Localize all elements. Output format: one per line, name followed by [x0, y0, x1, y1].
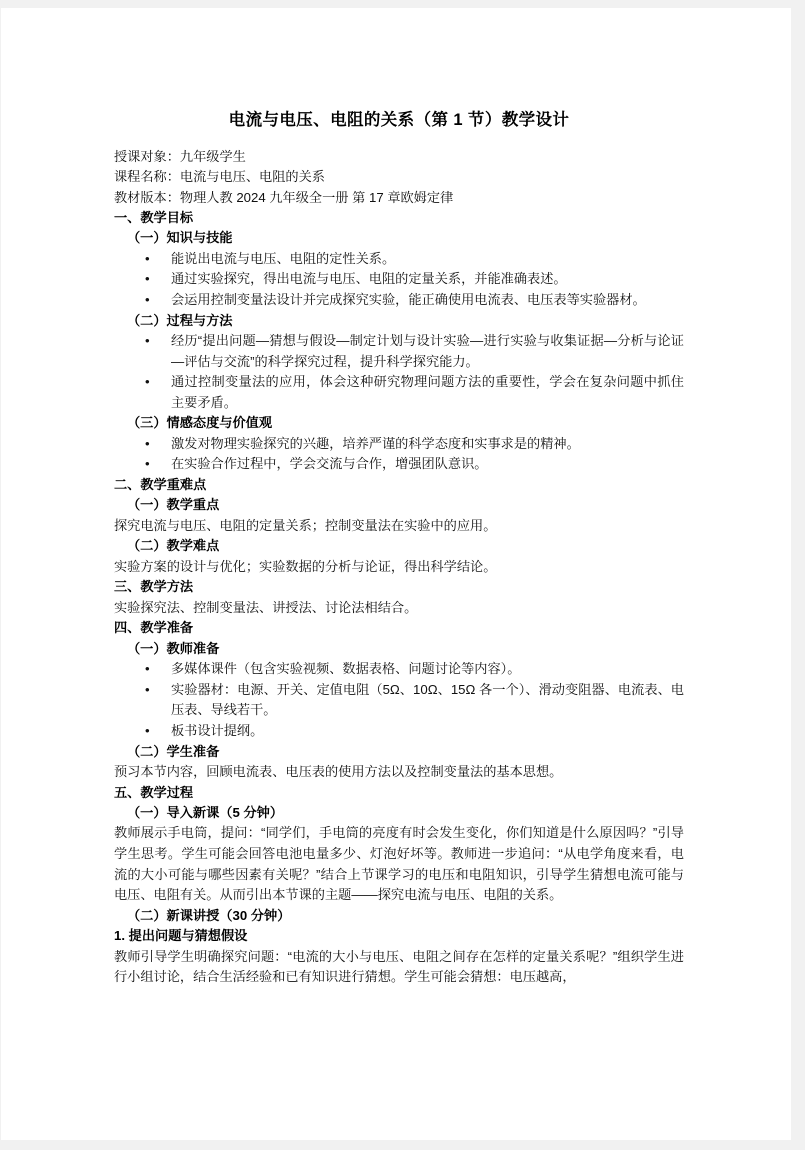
list-item-text: 通过实验探究，得出电流与电压、电阻的定量关系，并能准确表述。: [171, 271, 567, 287]
heading-knowledge-skills: （一）知识与技能: [127, 230, 233, 246]
list-item-text: 通过控制变量法的应用，体会这种研究物理问题方法的重要性，学会在复杂问题中抓住主要矛盾。: [171, 374, 684, 410]
list-item: [114, 659, 684, 680]
list-item: [114, 331, 684, 372]
meta-course-name: 课程名称：电流与电压、电阻的关系: [114, 169, 325, 185]
page-title: 电流与电压、电阻的关系（第 1 节）教学设计: [228, 111, 570, 129]
list-item: [114, 454, 684, 475]
list-item-text: 经历“提出问题—猜想与假设—制定计划与设计实验—进行实验与收集证据—分析与论证—评估与交流”的科学探究过程，提升科学探究能力。: [171, 332, 684, 369]
text-difficult-points: 实验方案的设计与优化；实验数据的分析与论证，得出科学结论。: [114, 558, 497, 574]
heading-key-points: （一）教学重点: [127, 497, 220, 513]
heading-process-methods: （二）过程与方法: [127, 312, 233, 328]
bullet-icon: •: [145, 435, 150, 451]
text-teaching-methods: 实验探究法、控制变量法、讲授法、讨论法相结合。: [114, 599, 418, 615]
list-knowledge-skills: [114, 249, 684, 311]
list-item-text: 会运用控制变量法设计并完成探究实验，能正确使用电流表、电压表等实验器材。: [171, 291, 646, 307]
meta-audience: 授课对象：九年级学生: [114, 148, 246, 164]
heading-lesson-introduction: （一）导入新课（5 分钟）: [127, 804, 284, 820]
meta-textbook-version: 教材版本：物理人教 2024 九年级全一册 第 17 章欧姆定律: [114, 189, 454, 205]
heading-focus-difficulties: 二、教学重难点: [114, 476, 207, 492]
bullet-icon: •: [145, 456, 150, 472]
list-process-methods: [114, 331, 684, 413]
text-student-preparation: 预习本节内容，回顾电流表、电压表的使用方法以及控制变量法的基本思想。: [114, 763, 563, 779]
list-item: [114, 721, 684, 742]
bullet-icon: •: [145, 250, 150, 266]
heading-teaching-objectives: 一、教学目标: [114, 209, 194, 225]
heading-teaching-preparation: 四、教学准备: [114, 620, 194, 636]
bullet-icon: •: [145, 661, 150, 677]
list-attitude-values: [114, 434, 684, 475]
list-item: [114, 434, 684, 455]
bullet-icon: •: [145, 291, 150, 307]
bullet-icon: •: [145, 332, 150, 348]
list-item-text: 能说出电流与电压、电阻的定性关系。: [171, 250, 396, 266]
heading-teaching-methods: 三、教学方法: [114, 579, 194, 595]
heading-attitude-values: （三）情感态度与价值观: [127, 415, 273, 431]
list-item: [114, 269, 684, 290]
heading-teacher-preparation: （一）教师准备: [127, 640, 220, 656]
document-page: [1, 8, 791, 1140]
list-item: [114, 372, 684, 413]
bullet-icon: •: [145, 271, 150, 287]
bullet-icon: •: [145, 681, 150, 697]
list-item: [114, 249, 684, 270]
text-step-1: 教师引导学生明确探究问题：“电流的大小与电压、电阻之间存在怎样的定量关系呢？”组织学生进行小组讨论，结合生活经验和已有知识进行猜想。学生可能会猜想：电压越高，: [114, 948, 684, 985]
list-item-text: 多媒体课件（包含实验视频、数据表格、问题讨论等内容）。: [171, 661, 521, 677]
list-item: [114, 290, 684, 311]
document-content: [114, 108, 684, 988]
heading-step-1: 1. 提出问题与猜想假设: [114, 928, 248, 944]
list-item-text: 在实验合作过程中，学会交流与合作，增强团队意识。: [171, 456, 488, 472]
bullet-icon: •: [145, 722, 150, 738]
heading-new-lesson-lecture: （二）新课讲授（30 分钟）: [127, 907, 291, 923]
list-item-text: 激发对物理实验探究的兴趣，培养严谨的科学态度和实事求是的精神。: [171, 435, 580, 451]
heading-student-preparation: （二）学生准备: [127, 743, 220, 759]
list-item-text: 板书设计提纲。: [171, 722, 264, 738]
heading-teaching-process: 五、教学过程: [114, 784, 194, 800]
heading-difficult-points: （二）教学难点: [127, 538, 220, 554]
list-item: [114, 680, 684, 721]
bullet-icon: •: [145, 374, 150, 390]
list-item-text: 实验器材：电源、开关、定值电阻（5Ω、10Ω、15Ω 各一个）、滑动变阻器、电流表、电压表、导线若干。: [171, 681, 684, 718]
text-key-points: 探究电流与电压、电阻的定量关系；控制变量法在实验中的应用。: [114, 517, 497, 533]
text-lesson-introduction: 教师展示手电筒，提问：“同学们，手电筒的亮度有时会发生变化，你们知道是什么原因吗？”引导学生思考。学生可能会回答电池电量多少、灯泡好坏等。教师进一步追问：“从电学角度来看，电流的大小可能与哪些因素有关呢？”结合上节课学习的电压和电阻知识，引导学生猜想电流可能与电压、电阻有关。从而引出本节课的主题——探究电流与电压、电阻的关系。: [114, 825, 684, 903]
list-teacher-preparation: [114, 659, 684, 741]
